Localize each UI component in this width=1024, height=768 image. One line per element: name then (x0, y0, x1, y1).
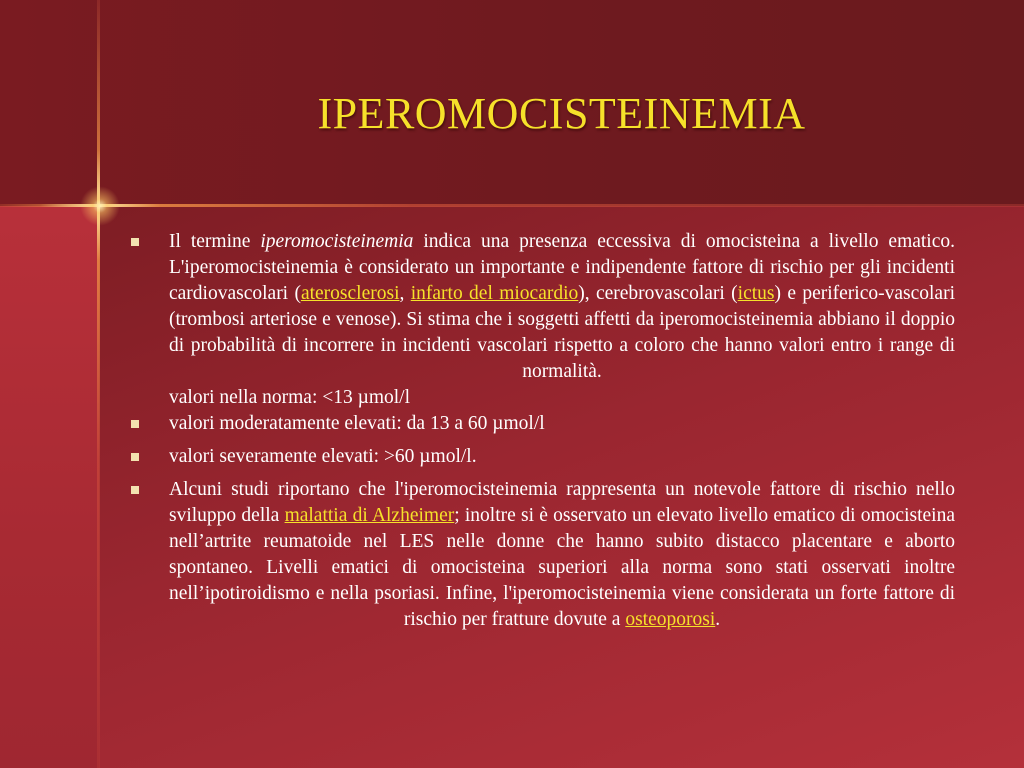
link-ictus[interactable]: ictus (737, 283, 775, 304)
normal-values-line: valori nella norma: <13 µmol/l (169, 387, 411, 408)
text-segment: valori moderatamente elevati: da 13 a 60 µmol/l (169, 413, 545, 434)
text-segment: Il termine (169, 231, 261, 252)
bullet-square-icon (131, 238, 139, 246)
text-segment: ) e periferico-vascolari (trombosi arteriose e venose). Si stima che i soggetti affetti da iperomocisteinemia abbiano il doppio di probabilità di incorrere in incidenti vascolari rispetto a coloro che hanno valori entro i range di normalità. (169, 283, 955, 382)
link-infarto-del-miocardio[interactable]: infarto del miocardio (410, 283, 579, 304)
bullet-square-icon (131, 453, 139, 461)
term-italic: iperomocisteinemia (260, 231, 414, 252)
text-segment: ; inoltre si è osservato un elevato livello ematico di omocisteina nell’artrite reumatoide nel LES nelle donne che hanno subito distacco placentare e aborto spontaneo. Livelli ematici di omocisteina superiori alla norma sono stati osservati inoltre nell’ipotiroidismo e nella psoriasi. Infine, l'iperomocisteinemia viene considerata un forte fattore di rischio per fratture dovute a (169, 505, 955, 630)
bullet-item-severe (127, 444, 955, 470)
bullet-item-definition (127, 229, 955, 385)
bullet-square-icon (131, 420, 139, 428)
slide-title: IPEROMOCISTEINEMIA (317, 89, 806, 138)
text-segment: , (399, 283, 411, 304)
slide-body (127, 229, 955, 633)
left-band (0, 206, 99, 768)
sparkle-icon (80, 186, 120, 226)
bullet-item-moderate (127, 411, 955, 437)
link-aterosclerosi[interactable]: aterosclerosi (300, 283, 400, 304)
text-segment: ), cerebrovascolari ( (578, 283, 738, 304)
link-osteoporosi[interactable]: osteoporosi (625, 609, 716, 630)
text-segment: Alcuni studi riportano che l'iperomocisteinemia rappresenta un notevole fattore di rischio nello sviluppo della (169, 479, 955, 526)
text-segment: valori severamente elevati: >60 µmol/l. (169, 446, 477, 467)
bullet-square-icon (131, 486, 139, 494)
text-segment: . (715, 609, 721, 630)
text-segment: indica una presenza eccessiva di omocisteina a livello ematico. L'iperomocisteinemia è considerato un importante e indipendente fattore di rischio per gli incidenti cardiovascolari ( (169, 231, 956, 304)
bullet-item-studies (127, 477, 955, 633)
link-malattia-di-alzheimer[interactable]: malattia di Alzheimer (284, 505, 455, 526)
